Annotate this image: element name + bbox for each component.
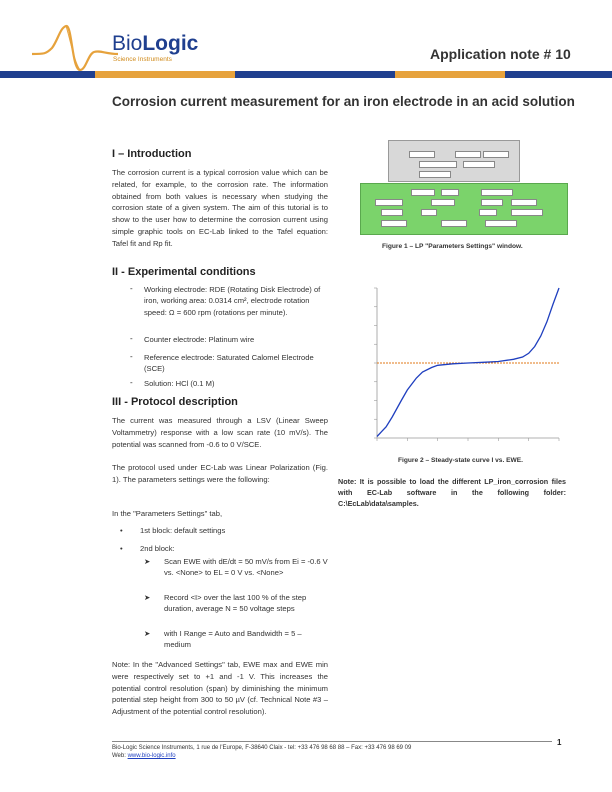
block2-sub-item: Record <I> over the last 100 % of the step duration, average N = 50 voltage steps xyxy=(164,593,307,614)
footer-divider xyxy=(112,741,552,742)
input-field xyxy=(409,151,435,158)
input-field xyxy=(511,209,543,216)
brand-name: BioLogic xyxy=(112,32,199,55)
block1-item: 1st block: default settings xyxy=(140,526,226,535)
input-field xyxy=(455,151,481,158)
brand-subtitle: Science Instruments xyxy=(113,56,172,63)
input-field xyxy=(375,199,403,206)
input-field xyxy=(431,199,455,206)
input-field xyxy=(411,189,435,196)
advanced-settings-note: Note: In the "Advanced Settings" tab, EWE max and EWE min were respectively set to +1 and -1 V. This increases the potential control resolution (span) by diminishing the minimum potential step height from 300 to 50 µV (cf. Technical Note #3 – Adjustment of the potential control resolution). xyxy=(112,660,328,717)
page-number: 1 xyxy=(557,738,562,747)
block2-sub-item: Scan EWE with dE/dt = 50 mV/s from Ei = -0.6 V vs. <None> to EL = 0 V vs. <None> xyxy=(164,557,328,578)
list-bullet: - xyxy=(130,352,133,361)
input-field xyxy=(483,151,509,158)
section-heading-protocol: III - Protocol description xyxy=(112,396,238,408)
parameters-tab-intro: In the "Parameters Settings" tab, xyxy=(112,509,223,518)
figure-1-caption: Figure 1 – LP "Parameters Settings" window. xyxy=(382,243,523,250)
list-item: Working electrode: RDE (Rotating Disk Electrode) of iron, working area: 0.0314 cm², electrode rotation speed: Ω = 600 rpm (rotations per minute). xyxy=(144,285,321,317)
band-segment xyxy=(95,71,235,78)
section-heading-introduction: I – Introduction xyxy=(112,148,192,160)
series-line xyxy=(377,288,559,437)
figure-2-caption: Figure 2 – Steady-state curve I vs. EWE. xyxy=(398,457,523,464)
input-field xyxy=(481,189,513,196)
input-field xyxy=(481,199,503,206)
website-link[interactable]: www.bio-logic.info xyxy=(127,753,176,759)
application-note-number: Application note # 10 xyxy=(430,46,571,62)
block2-sub-item: with I Range = Auto and Bandwidth = 5 – medium xyxy=(164,629,302,650)
introduction-paragraph: The corrosion current is a typical corrosion value which can be related, for example, to the corrosion rate. The information obtained from both values is necessary when studying the corrosion state of a given system. The aim of this tutorial is to show to the user how to determine the corrosion current using simple graphic tools on EC-Lab linked to the Tafel equation: Tafel fit and Rp fit. xyxy=(112,168,328,248)
arrow-bullet-icon: ➤ xyxy=(144,593,151,602)
list-bullet: • xyxy=(120,544,123,553)
document-title: Corrosion current measurement for an iron electrode in an acid solution xyxy=(112,94,575,109)
protocol-paragraph-1: The current was measured through a LSV (Linear Sweep Voltammetry) response with a low scan rate (10 mV/s). The potential was scanned from -0.6 to 0 V/SCE. xyxy=(112,416,328,449)
green-settings-panel xyxy=(360,183,568,235)
list-item: Solution: HCl (0.1 M) xyxy=(144,379,215,388)
input-field xyxy=(381,220,407,227)
input-field xyxy=(419,161,457,168)
input-field xyxy=(421,209,437,216)
section-heading-experimental: II - Experimental conditions xyxy=(112,266,256,278)
biologic-logo-wave-icon xyxy=(30,18,120,76)
input-field xyxy=(419,171,451,178)
input-field xyxy=(479,209,497,216)
protocol-paragraph-2: The protocol used under EC-Lab was Linear Polarization (Fig. 1). The parameters settings were the following: xyxy=(112,463,328,484)
footer-web: Web: www.bio-logic.info xyxy=(112,753,176,759)
list-bullet: - xyxy=(130,378,133,387)
input-field xyxy=(511,199,537,206)
block2-item: 2nd block: xyxy=(140,544,175,553)
input-field xyxy=(485,220,517,227)
band-segment xyxy=(395,71,505,78)
list-bullet: • xyxy=(120,526,123,535)
header-color-band xyxy=(0,71,612,78)
input-field xyxy=(463,161,495,168)
band-segment xyxy=(235,71,395,78)
figure-1-lp-parameters-window xyxy=(358,135,568,237)
band-segment xyxy=(0,71,95,78)
band-segment xyxy=(505,71,612,78)
input-field xyxy=(441,189,459,196)
input-field xyxy=(381,209,403,216)
footer-address: Bio-Logic Science Instruments, 1 rue de l'Europe, F-38640 Claix - tel: +33 476 98 68 88 – Fax: +33 476 98 69 09 xyxy=(112,745,412,751)
list-item: Counter electrode: Platinum wire xyxy=(144,335,255,344)
input-field xyxy=(441,220,467,227)
figure-2-steady-state-chart xyxy=(365,282,565,450)
window-frame xyxy=(388,140,520,182)
list-item: Reference electrode: Saturated Calomel Electrode (SCE) xyxy=(144,353,314,374)
arrow-bullet-icon: ➤ xyxy=(144,629,151,638)
list-bullet: - xyxy=(130,334,133,343)
list-bullet: - xyxy=(130,284,133,293)
arrow-bullet-icon: ➤ xyxy=(144,557,151,566)
samples-folder-note: Note: It is possible to load the different LP_iron_corrosion files with EC-Lab software in the following folder: C:\EcLab\data\samples. xyxy=(338,477,566,508)
